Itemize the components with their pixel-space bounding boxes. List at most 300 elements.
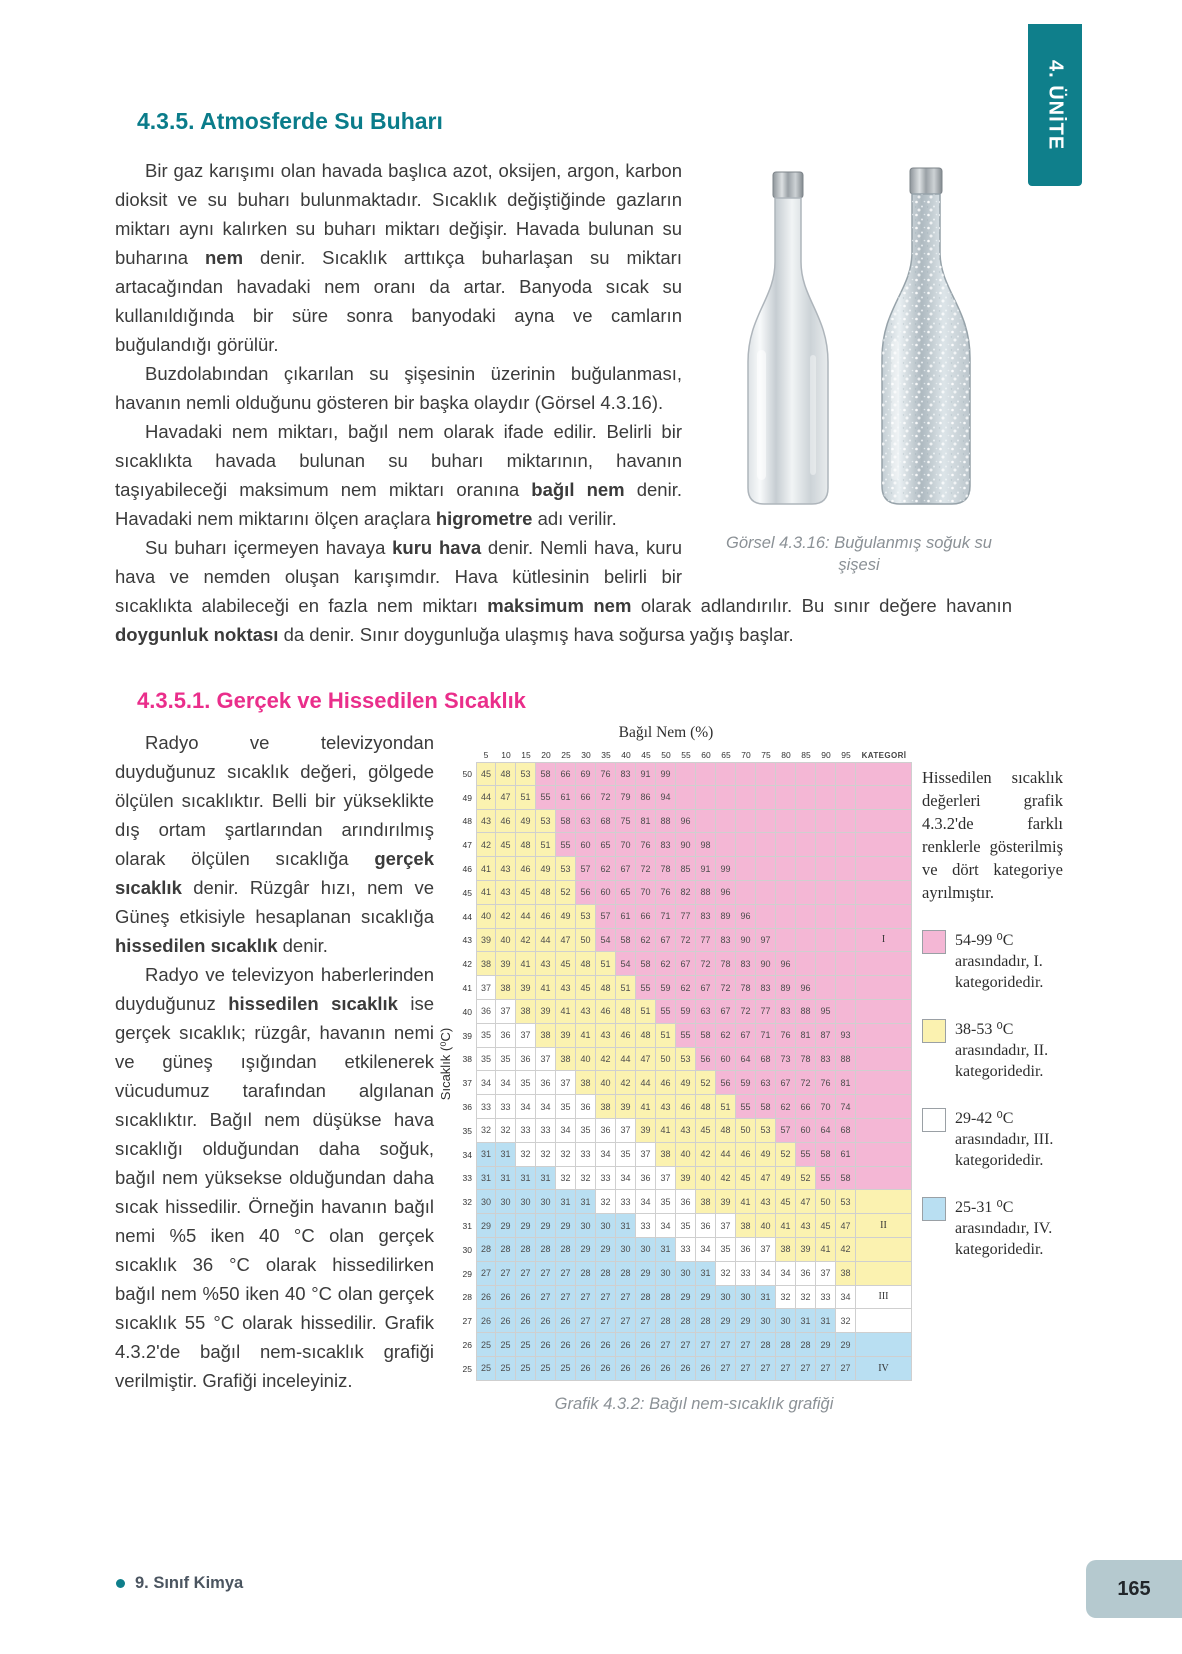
- heatmap-cell: 29: [496, 1214, 516, 1238]
- heatmap-cell: 43: [796, 1214, 816, 1238]
- heatmap-cell: 78: [796, 1048, 816, 1072]
- kategori-cell: [856, 1024, 912, 1048]
- heatmap-cell: 60: [716, 1048, 736, 1072]
- section-heading: 4.3.5. Atmosferde Su Buharı: [137, 108, 443, 134]
- kategori-cell: [856, 976, 912, 1000]
- heatmap-cell: 51: [636, 1000, 656, 1024]
- heatmap-cell: 83: [816, 1048, 836, 1072]
- heatmap-cell: 69: [576, 762, 596, 786]
- heatmap-cell: 73: [776, 1048, 796, 1072]
- heatmap-cell: 26: [576, 1357, 596, 1381]
- heatmap-cell: 42: [836, 1238, 856, 1262]
- heatmap-cell: 72: [796, 1071, 816, 1095]
- humidity-col-header: 65: [721, 750, 731, 760]
- heatmap-cell: 26: [476, 1309, 496, 1333]
- heatmap-cell: 39: [556, 1024, 576, 1048]
- heatmap-cell: 25: [476, 1333, 496, 1357]
- kategori-cell: [856, 1309, 912, 1333]
- heatmap-cell: 53: [756, 1119, 776, 1143]
- humidity-col-header: 90: [821, 750, 831, 760]
- heatmap-cell: [736, 857, 756, 881]
- heatmap-cell: 27: [716, 1333, 736, 1357]
- heatmap-cell: 39: [636, 1119, 656, 1143]
- temp-row-label: 44: [462, 911, 472, 922]
- legend-item: [922, 1108, 1063, 1171]
- humidity-col-header: 55: [681, 750, 691, 760]
- heatmap-cell: [816, 929, 836, 953]
- heatmap-cell: [836, 905, 856, 929]
- heatmap-cell: [696, 762, 716, 786]
- heatmap-cell: 36: [636, 1167, 656, 1191]
- heatmap-cell: 43: [496, 857, 516, 881]
- heatmap-cell: 31: [616, 1214, 636, 1238]
- heatmap-cell: 35: [656, 1190, 676, 1214]
- heatmap-cell: [776, 905, 796, 929]
- heatmap-cell: 26: [636, 1357, 656, 1381]
- heatmap-cell: 44: [636, 1071, 656, 1095]
- legend-swatch: [922, 1019, 946, 1043]
- heatmap-cell: 34: [516, 1095, 536, 1119]
- heatmap-cell: [756, 905, 776, 929]
- temp-row-label: 26: [462, 1340, 472, 1351]
- temp-row-label: 29: [462, 1268, 472, 1279]
- heatmap-cell: [816, 905, 836, 929]
- heatmap-cell: 58: [636, 952, 656, 976]
- heatmap-cell: 50: [736, 1119, 756, 1143]
- heatmap-cell: 35: [716, 1238, 736, 1262]
- humidity-col-header: 80: [781, 750, 791, 760]
- heatmap-cell: 55: [636, 976, 656, 1000]
- kategori-cell: [856, 1048, 912, 1072]
- heatmap-cell: 96: [796, 976, 816, 1000]
- heatmap-cell: 66: [636, 905, 656, 929]
- heatmap-cell: 45: [476, 762, 496, 786]
- heatmap-cell: 96: [676, 810, 696, 834]
- heatmap-cell: 46: [516, 857, 536, 881]
- heatmap-cell: 55: [656, 1000, 676, 1024]
- heatmap-cell: 68: [836, 1119, 856, 1143]
- humidity-col-header: 15: [521, 750, 531, 760]
- heatmap-cell: [816, 881, 836, 905]
- heatmap-cell: 37: [636, 1143, 656, 1167]
- heatmap-cell: 29: [716, 1309, 736, 1333]
- heatmap-cell: 77: [696, 929, 716, 953]
- heatmap-cell: 52: [696, 1071, 716, 1095]
- heatmap-cell: 57: [776, 1119, 796, 1143]
- heatmap-cell: 35: [676, 1214, 696, 1238]
- heatmap-cell: 35: [516, 1071, 536, 1095]
- heatmap-cell: 52: [776, 1143, 796, 1167]
- heatmap-cell: 82: [676, 881, 696, 905]
- temp-row-label: 49: [462, 792, 472, 803]
- temp-row-label: 47: [462, 840, 472, 851]
- heatmap-cell: 37: [616, 1119, 636, 1143]
- heatmap-cell: 25: [556, 1357, 576, 1381]
- heatmap-cell: 32: [796, 1286, 816, 1310]
- heatmap-cell: 51: [616, 976, 636, 1000]
- heatmap-cell: 36: [496, 1024, 516, 1048]
- heatmap-cell: 58: [816, 1143, 836, 1167]
- heatmap-cell: [736, 881, 756, 905]
- heatmap-cell: 26: [616, 1357, 636, 1381]
- heatmap-cell: 42: [516, 929, 536, 953]
- heatmap-cell: 37: [756, 1238, 776, 1262]
- heatmap-cell: 38: [516, 1000, 536, 1024]
- heatmap-cell: 68: [596, 810, 616, 834]
- heatmap-cell: 34: [776, 1262, 796, 1286]
- heatmap-cell: 33: [676, 1238, 696, 1262]
- chart-caption: Grafik 4.3.2: Bağıl nem-sıcaklık grafiği: [554, 1394, 834, 1413]
- heatmap-cell: 26: [576, 1333, 596, 1357]
- heatmap-cell: 38: [656, 1143, 676, 1167]
- heatmap-cell: 43: [676, 1119, 696, 1143]
- heatmap-cell: 91: [696, 857, 716, 881]
- heatmap-cell: 32: [516, 1143, 536, 1167]
- heatmap-cell: [756, 786, 776, 810]
- body-paragraph: Radyo ve televizyondan duyduğunuz sıcaklık değeri, gölgede ölçülen sıcaklıktır. Belli bir yükseklikte dış ortam şartlarından arındırılmış olarak ölçülen sıcaklığa gerçek sıcaklık denir. Rüzgâr hızı, nem ve Güneş etkisiyle hesaplanan sıcaklığa hissedilen sıcaklık denir.: [115, 732, 434, 956]
- heatmap-cell: 28: [656, 1309, 676, 1333]
- heatmap-cell: [816, 762, 836, 786]
- heatmap-cell: 25: [536, 1357, 556, 1381]
- heatmap-cell: 53: [556, 857, 576, 881]
- temp-row-label: 27: [462, 1316, 472, 1327]
- kategori-cell: [856, 1095, 912, 1119]
- heatmap-cell: 49: [756, 1143, 776, 1167]
- heatmap-cell: 67: [676, 952, 696, 976]
- heatmap-cell: 34: [656, 1214, 676, 1238]
- heatmap-cell: 49: [516, 810, 536, 834]
- heatmap-cell: 89: [716, 905, 736, 929]
- heatmap-cell: [776, 881, 796, 905]
- heatmap-cell: 29: [536, 1214, 556, 1238]
- heatmap-cell: 31: [696, 1262, 716, 1286]
- heatmap-cell: 61: [836, 1143, 856, 1167]
- heatmap-cell: 56: [576, 881, 596, 905]
- heatmap-cell: 28: [536, 1238, 556, 1262]
- heatmap-cell: 36: [736, 1238, 756, 1262]
- humidity-col-header: 25: [561, 750, 571, 760]
- heatmap-cell: 53: [836, 1190, 856, 1214]
- heatmap-cell: [796, 881, 816, 905]
- heatmap-cell: 93: [836, 1024, 856, 1048]
- heatmap-cell: 37: [656, 1167, 676, 1191]
- heatmap-corner-spacer: [452, 744, 476, 762]
- heatmap-cell: [836, 881, 856, 905]
- footer: [116, 1574, 243, 1593]
- heatmap-cell: 33: [516, 1119, 536, 1143]
- heatmap-cell: [796, 929, 816, 953]
- heatmap-cell: 32: [556, 1167, 576, 1191]
- heatmap-cell: [736, 786, 756, 810]
- heatmap-cell: 88: [656, 810, 676, 834]
- humidity-col-header: 10: [501, 750, 511, 760]
- heatmap-cell: 70: [816, 1095, 836, 1119]
- heatmap-cell: [836, 810, 856, 834]
- heatmap-cell: 48: [576, 952, 596, 976]
- heatmap-cell: 55: [676, 1024, 696, 1048]
- temp-row-label: 37: [462, 1078, 472, 1089]
- heatmap-cell: 25: [496, 1333, 516, 1357]
- heatmap-cell: 48: [616, 1000, 636, 1024]
- heatmap-cell: 57: [576, 857, 596, 881]
- kategori-cell: [856, 1071, 912, 1095]
- heatmap-cell: 59: [676, 1000, 696, 1024]
- heatmap-cell: 39: [716, 1190, 736, 1214]
- heatmap-cell: 50: [576, 929, 596, 953]
- heatmap-cell: 47: [836, 1214, 856, 1238]
- heatmap-cell: 29: [816, 1333, 836, 1357]
- temp-row-label: 43: [462, 935, 472, 946]
- kategori-cell: IV: [856, 1357, 912, 1381]
- heatmap-cell: 26: [696, 1357, 716, 1381]
- heatmap-cell: 31: [656, 1238, 676, 1262]
- kategori-cell: II: [856, 1214, 912, 1238]
- heatmap-cell: 30: [616, 1238, 636, 1262]
- intro-section: [115, 156, 1012, 649]
- heatmap-cell: 30: [596, 1214, 616, 1238]
- body-paragraph: Bir gaz karışımı olan havada başlıca azot, oksijen, argon, karbon dioksit ve su buharı bulunmaktadır. Sıcaklık değiştiğinde gazların miktarı aynı kalırken su buharı miktarı değişir. Havada bulunan su buharına nem denir. Sıcaklık arttıkça buharlaşan su miktarı artacağından havadaki nem oranı da artar. Banyoda sıcak su kullanıldığında bir süre sonra banyodaki ayna ve camların buğulandığı görülür.: [115, 160, 682, 355]
- heatmap-cell: 39: [616, 1095, 636, 1119]
- heatmap-cell: 40: [596, 1071, 616, 1095]
- heatmap-cell: [796, 905, 816, 929]
- heatmap-cell: 39: [536, 1000, 556, 1024]
- heatmap-cell: 26: [596, 1333, 616, 1357]
- bottle-illustration: [714, 160, 1004, 518]
- heatmap-cell: [676, 762, 696, 786]
- heatmap-cell: 86: [636, 786, 656, 810]
- heatmap-cell: [796, 952, 816, 976]
- body-paragraph: Su buharı içermeyen havaya kuru hava denir. Nemli hava, kuru hava ve nemden oluşan karışımdır. Hava kütlesinin belirli bir sıcaklıkta alabileceği en fazla nem miktarı maksimum nem olarak adlandırılır. Bu sınır değere havanın doygunluk noktası da denir. Sınır doygunluğa ulaşmış hava soğursa yağış başlar.: [115, 537, 1012, 645]
- heatmap-cell: 68: [756, 1048, 776, 1072]
- heatmap-cell: 38: [576, 1071, 596, 1095]
- heatmap-cell: 56: [696, 1048, 716, 1072]
- heatmap-cell: 27: [736, 1333, 756, 1357]
- heatmap-cell: 35: [476, 1048, 496, 1072]
- heatmap-cell: 26: [656, 1357, 676, 1381]
- heatmap-cell: [736, 810, 756, 834]
- heatmap-cell: 27: [576, 1286, 596, 1310]
- heatmap-cell: 31: [556, 1190, 576, 1214]
- heatmap-cell: 31: [816, 1309, 836, 1333]
- heatmap-cell: 42: [716, 1167, 736, 1191]
- heatmap-cell: 26: [476, 1286, 496, 1310]
- heatmap-cell: 34: [696, 1238, 716, 1262]
- heatmap-cell: 87: [816, 1024, 836, 1048]
- heatmap-cell: 44: [516, 905, 536, 929]
- heatmap-cell: 25: [476, 1357, 496, 1381]
- heatmap-cell: 77: [756, 1000, 776, 1024]
- heatmap-cell: 28: [636, 1286, 656, 1310]
- heatmap-cell: [816, 833, 836, 857]
- heatmap-cell: [836, 762, 856, 786]
- heatmap-cell: 83: [776, 1000, 796, 1024]
- heatmap-cell: 29: [516, 1214, 536, 1238]
- heatmap-cell: 39: [796, 1238, 816, 1262]
- legend-item: [922, 1197, 1063, 1260]
- heatmap-cell: 37: [816, 1262, 836, 1286]
- kategori-cell: [856, 1143, 912, 1167]
- heatmap-cell: 51: [716, 1095, 736, 1119]
- heatmap-cell: 64: [816, 1119, 836, 1143]
- heatmap-cell: 59: [656, 976, 676, 1000]
- heatmap-cell: 47: [496, 786, 516, 810]
- heatmap-cell: 55: [536, 786, 556, 810]
- kategori-cell: [856, 952, 912, 976]
- heatmap-cell: 90: [736, 929, 756, 953]
- heatmap-cell: 27: [556, 1262, 576, 1286]
- heatmap-cell: 33: [576, 1143, 596, 1167]
- heatmap-cell: 35: [556, 1095, 576, 1119]
- heatmap-cell: 63: [756, 1071, 776, 1095]
- heatmap-cell: 31: [516, 1167, 536, 1191]
- heatmap-cell: 94: [656, 786, 676, 810]
- heatmap-cell: 36: [796, 1262, 816, 1286]
- heatmap-cell: 48: [596, 976, 616, 1000]
- heatmap-cell: 55: [816, 1167, 836, 1191]
- heatmap-cell: 58: [556, 810, 576, 834]
- body-paragraph: Radyo ve televizyon haberlerinden duyduğunuz hissedilen sıcaklık ise gerçek sıcaklık; rüzgâr, havanın nemi ve güneş ışığından etkilenerek vücudumuz tarafından algılanan sıcaklıktır. Bağıl nem düşükse hava sıcaklığı olduğundan daha soğuk, bağıl nem yüksekse olduğundan daha sıcak hissedilir. Örneğin havanın bağıl nemi %5 iken 40 °C olan gerçek sıcaklık 36 °C olarak hissedilirken bağıl nem %50 iken 40 °C olan gerçek sıcaklık 55 °C olarak hissedilir. Grafik 4.3.2'de bağıl nem-sıcaklık grafiği verilmiştir. Grafiği inceleyiniz.: [115, 964, 435, 1391]
- heatmap-cell: 27: [756, 1357, 776, 1381]
- heatmap-cell: 83: [696, 905, 716, 929]
- heatmap-cell: 66: [576, 786, 596, 810]
- heatmap-cell: 30: [476, 1190, 496, 1214]
- heatmap-cell: 67: [736, 1024, 756, 1048]
- heatmap-cell: 31: [576, 1190, 596, 1214]
- heatmap-cell: 83: [716, 929, 736, 953]
- heatmap-cell: 29: [596, 1238, 616, 1262]
- heatmap-cell: 28: [496, 1238, 516, 1262]
- heatmap-cell: 81: [636, 810, 656, 834]
- temp-row-label: 45: [462, 887, 472, 898]
- heatmap-cell: 27: [676, 1333, 696, 1357]
- heatmap-cell: 95: [816, 1000, 836, 1024]
- heatmap-cell: 27: [516, 1262, 536, 1286]
- heatmap-cell: 41: [576, 1024, 596, 1048]
- temp-row-label: 34: [462, 1149, 472, 1160]
- heatmap-cell: 32: [556, 1143, 576, 1167]
- heatmap-cell: 34: [636, 1190, 656, 1214]
- fogged-bottle: [882, 168, 970, 504]
- heatmap-cell: 35: [576, 1119, 596, 1143]
- heatmap-cell: 49: [676, 1071, 696, 1095]
- heatmap-cell: 83: [736, 952, 756, 976]
- heatmap-cell: 40: [476, 905, 496, 929]
- heatmap-cell: 72: [676, 929, 696, 953]
- heatmap-cell: 27: [636, 1309, 656, 1333]
- heatmap-cell: [756, 810, 776, 834]
- heatmap-cell: 30: [716, 1286, 736, 1310]
- heatmap-cell: 71: [656, 905, 676, 929]
- kategori-cell: [856, 833, 912, 857]
- heatmap-cell: 29: [836, 1333, 856, 1357]
- heatmap-cell: 28: [656, 1286, 676, 1310]
- heatmap-cell: 41: [776, 1214, 796, 1238]
- heatmap-cell: 46: [676, 1095, 696, 1119]
- temp-row-label: 42: [462, 959, 472, 970]
- heatmap-cell: 72: [596, 786, 616, 810]
- heatmap-cell: [676, 786, 696, 810]
- heatmap-cell: 66: [796, 1095, 816, 1119]
- heatmap-cell: 28: [556, 1238, 576, 1262]
- heatmap-cell: 33: [636, 1214, 656, 1238]
- heatmap-cell: 48: [536, 881, 556, 905]
- heatmap-cell: [796, 810, 816, 834]
- heatmap-cell: 27: [816, 1357, 836, 1381]
- heatmap-cell: 78: [736, 976, 756, 1000]
- heatmap-cell: 31: [536, 1167, 556, 1191]
- heatmap-cell: 32: [476, 1119, 496, 1143]
- kategori-cell: III: [856, 1286, 912, 1310]
- heatmap-cell: 25: [516, 1357, 536, 1381]
- kategori-cell: [856, 1262, 912, 1286]
- heatmap-cell: 37: [536, 1048, 556, 1072]
- heatmap-cell: 34: [476, 1071, 496, 1095]
- heatmap-cell: 62: [776, 1095, 796, 1119]
- heatmap-cell: 45: [736, 1167, 756, 1191]
- heatmap-cell: 96: [716, 881, 736, 905]
- heatmap-cell: 90: [676, 833, 696, 857]
- humidity-col-header: 70: [741, 750, 751, 760]
- heatmap-cell: 35: [616, 1143, 636, 1167]
- heatmap-cell: 45: [516, 881, 536, 905]
- heatmap-cell: 34: [596, 1143, 616, 1167]
- heatmap-cell: 47: [556, 929, 576, 953]
- heatmap-cell: [836, 952, 856, 976]
- heatmap-cell: 48: [496, 762, 516, 786]
- heatmap-cell: 54: [616, 952, 636, 976]
- heatmap-cell: 41: [816, 1238, 836, 1262]
- humidity-col-header: 95: [841, 750, 851, 760]
- heatmap-cell: 37: [476, 976, 496, 1000]
- heatmap-cell: 29: [476, 1214, 496, 1238]
- heatmap-cell: 51: [596, 952, 616, 976]
- heatmap-cell: 41: [516, 952, 536, 976]
- legend-item-text: 54-99 ⁰C arasındadır, I. kategoridedir.: [955, 932, 1044, 991]
- heatmap-cell: 26: [496, 1286, 516, 1310]
- heatmap-cell: 26: [516, 1286, 536, 1310]
- heatmap-cell: 26: [556, 1333, 576, 1357]
- kategori-cell: [856, 1190, 912, 1214]
- heatmap-cell: 61: [616, 905, 636, 929]
- heatmap-cell: 56: [716, 1071, 736, 1095]
- heatmap-cell: [736, 833, 756, 857]
- kategori-cell: [856, 1000, 912, 1024]
- heatmap-cell: [696, 810, 716, 834]
- heatmap-cell: 46: [616, 1024, 636, 1048]
- heatmap-cell: [736, 762, 756, 786]
- heatmap-cell: 88: [696, 881, 716, 905]
- heatmap-cell: 72: [636, 857, 656, 881]
- heatmap-cell: 33: [596, 1167, 616, 1191]
- heatmap-cell: 48: [516, 833, 536, 857]
- heatmap-cell: 46: [736, 1143, 756, 1167]
- heatmap-cell: 57: [596, 905, 616, 929]
- heatmap-cell: 35: [496, 1048, 516, 1072]
- kategori-cell: [856, 810, 912, 834]
- heatmap-cell: 53: [536, 810, 556, 834]
- heatmap-cell: 55: [736, 1095, 756, 1119]
- legend-items: [922, 930, 1063, 1260]
- heatmap-cell: 36: [476, 1000, 496, 1024]
- heatmap-cell: 32: [836, 1309, 856, 1333]
- heatmap-cell: 29: [556, 1214, 576, 1238]
- heatmap-cell: 72: [696, 952, 716, 976]
- heatmap-cell: 71: [756, 1024, 776, 1048]
- heatmap-cell: 76: [656, 881, 676, 905]
- heatmap-cell: 29: [576, 1238, 596, 1262]
- heatmap-cell: [696, 786, 716, 810]
- heatmap-cell: 34: [756, 1262, 776, 1286]
